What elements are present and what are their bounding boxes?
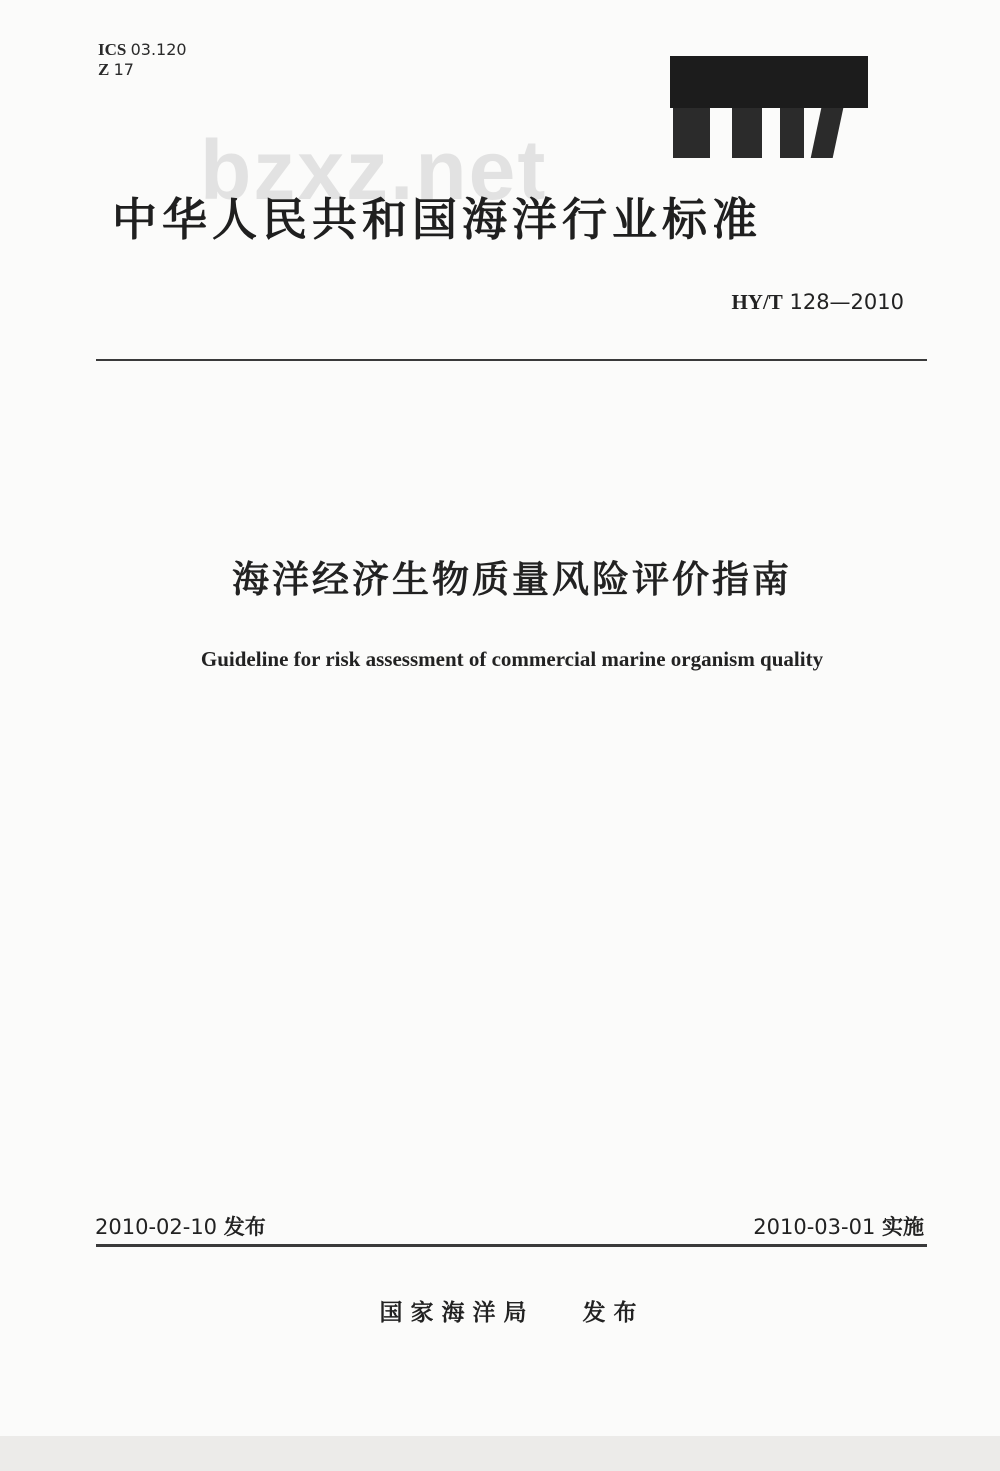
publisher-name: 国家海洋局 bbox=[379, 1300, 535, 1326]
document-title-english: Guideline for risk assessment of commercial marine organism quality bbox=[200, 647, 824, 671]
effective-date bbox=[753, 1212, 924, 1242]
footer-divider bbox=[96, 1244, 927, 1247]
standard-code bbox=[731, 288, 904, 316]
ics-code-line bbox=[98, 40, 187, 60]
ccs-code: 17 bbox=[113, 60, 134, 79]
ics-code: 03.120 bbox=[130, 40, 187, 59]
logo-top-bar bbox=[670, 56, 868, 108]
logo-pillar bbox=[732, 108, 762, 158]
issue-date-value: 2010-02-10 bbox=[95, 1215, 218, 1239]
issue-date-label: 发布 bbox=[223, 1215, 266, 1239]
logo-pillar bbox=[780, 108, 804, 158]
logo-pillar bbox=[811, 108, 844, 158]
hy-logo bbox=[670, 56, 868, 158]
document-title-chinese: 海洋经济生物质量风险评价指南 bbox=[232, 558, 792, 601]
publisher-line bbox=[0, 1296, 1000, 1330]
publisher-action: 发布 bbox=[582, 1300, 645, 1326]
logo-pillar bbox=[673, 108, 710, 158]
effective-date-value: 2010-03-01 bbox=[753, 1215, 876, 1239]
issue-date bbox=[95, 1212, 266, 1242]
watermark: bzxz.net bbox=[200, 123, 548, 217]
classification-codes bbox=[98, 40, 187, 80]
ccs-prefix: Z bbox=[98, 60, 110, 79]
effective-date-label: 实施 bbox=[882, 1215, 924, 1239]
ics-prefix: ICS bbox=[98, 40, 127, 59]
viewer-bottom-strip bbox=[0, 1436, 1000, 1471]
header-divider bbox=[96, 359, 927, 361]
standard-code-prefix: HY/T bbox=[731, 290, 783, 314]
standard-code-number: 128—2010 bbox=[789, 290, 904, 314]
standard-category-title: 中华人民共和国海洋行业标准 bbox=[112, 193, 763, 246]
ccs-code-line bbox=[98, 60, 187, 80]
